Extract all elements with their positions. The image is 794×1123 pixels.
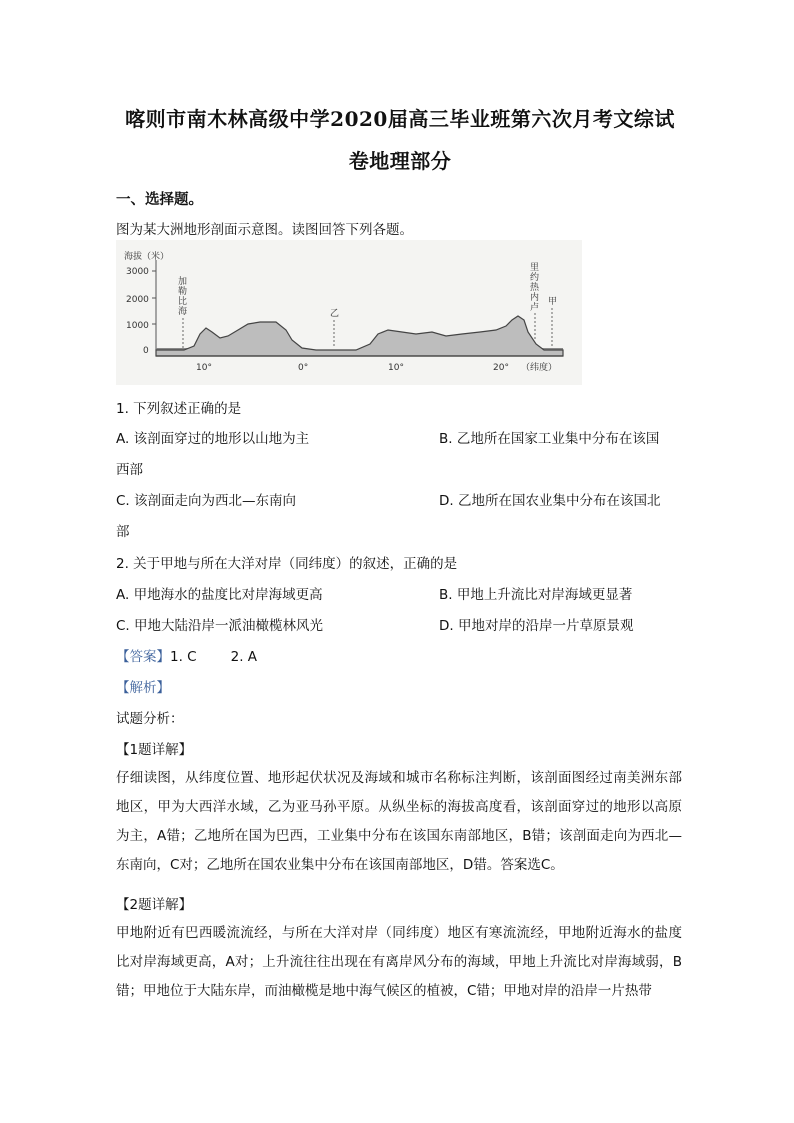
question-intro: 图为某大洲地形剖面示意图。读图回答下列各题。	[116, 222, 413, 238]
label-rio-3: 热	[530, 283, 540, 293]
label-caribbean-2: 勒	[178, 287, 188, 297]
x-tick-0: 0°	[298, 363, 309, 373]
y-axis-label: 海拔（米）	[124, 252, 170, 262]
y-tick-3000: 3000	[126, 267, 149, 277]
analysis-intro: 试题分析：	[116, 711, 184, 727]
analysis-tag: 【解析】	[116, 680, 170, 696]
label-caribbean-3: 比	[178, 297, 188, 307]
detail2-tag: 【2题详解】	[116, 897, 193, 913]
x-tick-10N: 10°	[388, 363, 404, 373]
label-rio-4: 内	[530, 293, 540, 303]
q1-option-d: D. 乙地所在国农业集中分布在该国北	[439, 493, 661, 509]
terrain-profile-figure	[116, 240, 582, 385]
answer-1: 1. C	[170, 649, 197, 665]
y-tick-0: 0	[143, 346, 149, 356]
x-tick-10S: 10°	[196, 363, 212, 373]
answer-tag: 【答案】	[116, 649, 170, 665]
q2-option-d: D. 甲地对岸的沿岸一片草原景观	[439, 618, 634, 634]
x-axis-unit: （纬度）	[521, 363, 558, 373]
q1-option-a: A. 该剖面穿过的地形以山地为主	[116, 431, 310, 447]
q1-option-b-cont: 西部	[116, 462, 143, 478]
label-rio-5: 卢	[530, 303, 540, 313]
q2-option-c: C. 甲地大陆沿岸一派油橄榄林风光	[116, 618, 324, 634]
label-jia: 甲	[548, 297, 558, 307]
q2-stem: 2. 关于甲地与所在大洋对岸（同纬度）的叙述，正确的是	[116, 556, 458, 572]
q2-option-a: A. 甲地海水的盐度比对岸海域更高	[116, 587, 323, 603]
y-tick-2000: 2000	[126, 295, 149, 305]
label-yi: 乙	[330, 309, 340, 319]
document-title-line2: 卷地理部分	[348, 149, 452, 173]
detail1-tag: 【1题详解】	[116, 742, 193, 758]
q1-stem: 1. 下列叙述正确的是	[116, 401, 242, 417]
document-title-line1: 喀则市南木林高级中学2020届高三毕业班第六次月考文综试	[125, 107, 675, 131]
q1-option-c: C. 该剖面走向为西北—东南向	[116, 493, 297, 509]
q1-option-d-cont: 部	[116, 524, 130, 540]
label-caribbean-1: 加	[178, 277, 188, 287]
label-caribbean-4: 海	[178, 307, 188, 317]
q2-option-b: B. 甲地上升流比对岸海域更显著	[439, 587, 633, 603]
section-heading: 一、选择题。	[116, 192, 203, 208]
label-rio-1: 里	[530, 263, 540, 273]
x-tick-20: 20°	[493, 363, 509, 373]
q1-option-b: B. 乙地所在国家工业集中分布在该国	[439, 431, 660, 447]
detail2-text: 甲地附近有巴西暖流流经，与所在大洋对岸（同纬度）地区有寒流流经，甲地附近海水的盐度比对岸海域更高，A对；上升流往往出现在有离岸风分布的海域，甲地上升流比对岸海域弱，B错；甲地位于大陆东岸，而油橄榄是地中海气候区的植被，C错；甲地对岸的沿岸一片热带	[116, 925, 682, 999]
y-tick-1000: 1000	[126, 321, 149, 331]
answer-2: 2. A	[230, 649, 258, 665]
answer-line	[116, 645, 257, 665]
label-rio-2: 约	[530, 273, 540, 283]
detail1-text: 仔细读图，从纬度位置、地形起伏状况及海域和城市名称标注判断，该剖面图经过南美洲东部地区，甲为大西洋水域，乙为亚马孙平原。从纵坐标的海拔高度看，该剖面穿过的地形以高原为主，A错；乙地所在国为巴西，工业集中分布在该国东南部地区，B错；该剖面走向为西北—东南向，C对；乙地所在国农业集中分布在该国南部地区，D错。答案选C。	[116, 770, 682, 873]
